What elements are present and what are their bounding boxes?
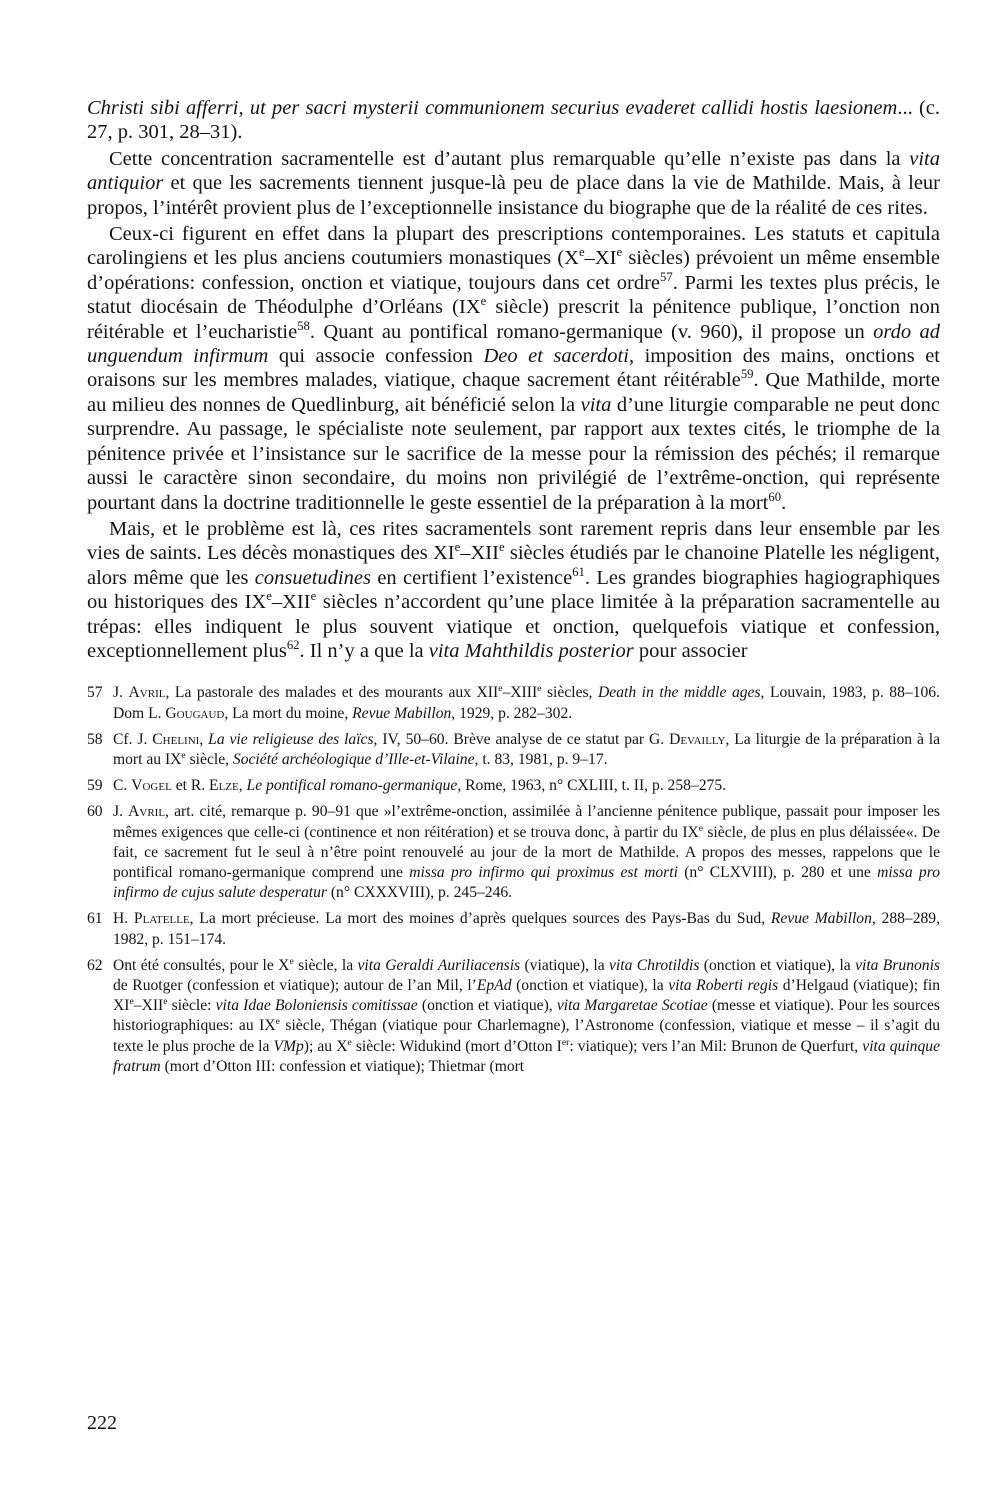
paragraph: Christi sibi afferri, ut per sacri mysterii communionem securius evaderet callidi hostis laesionem... (c. 27, p. 301, 28–31). bbox=[87, 97, 940, 144]
footnote-number: 62 bbox=[87, 956, 103, 974]
paragraph: Ceux-ci figurent en effet dans la plupart des prescriptions contemporaines. Les statuts et capitula carolingiens et les plus anciens coutumiers monastiques (Xe–XIe siècles) prévoient un même ensemble d’opérations: confession, onction et viatique, toujours dans cet ordre$^{57}$. Parmi les textes plus précis, le statut diocésain de Théodulphe d’Orléans (IXe siècle) prescrit la pénitence publique, l’onction non réitérable et l’eucharistie$^{58}$. Quant au pontifical romano-germanique (v. 960), il propose un ordo ad unguendum infirmum qui associe confession Deo et sacerdoti, imposition des mains, onctions et oraisons sur les membres malades, viatique, chaque sacrement étant réitérable$^{59}$. Que Mathilde, morte au milieu des nonnes de Quedlinburg, ait bénéficié selon la vita d’une liturgie comparable ne peut donc surprendre. Au passage, le spécialiste note seulement, par rapport aux textes cités, le triomphe de la pénitence privée et l’insistance sur le sacrifice de la messe pour la rémission des péchés; il remarque aussi le caractère sinon secondaire, du moins non privilégié de l’extrême-onction, qui représente pourtant dans la doctrine traditionnelle le geste essentiel de la préparation à la mort$^{60}$. bbox=[87, 223, 941, 514]
footnote bbox=[87, 683, 940, 723]
footnote-number: 60 bbox=[87, 803, 103, 821]
footnote-text: J. Avril, La pastorale des malades et des mourants aux XIIe–XIIIe siècles, Death in the middle ages, Louvain, 1983, p. 88–106. Dom L. Gougaud, La mort du moine, Revue Mabillon, 1929, p. 282–302. bbox=[113, 683, 940, 722]
footnote bbox=[87, 909, 940, 949]
footnote bbox=[87, 730, 940, 770]
footnote-text: J. Avril, art. cité, remarque p. 90–91 que »l’extrême-onction, assimilée à l’ancienne pénitence publique, passait pour imposer les mêmes exigences que celle-ci (continence et non réitération) et se trouva donc, à partir du IXe siècle, de plus en plus délaissée«. De fait, ce sacrement fut le seul à n’être point renouvelé au jour de la mort de Mathilde. A propos des messes, rappelons que le pontifical romano-germanique comprend une missa pro infirmo qui proximus est morti (n° CLXVIII), p. 280 et une missa pro infirmo de cujus salute desperatur (n° CXXXVIII), p. 245–246. bbox=[113, 803, 940, 902]
footnote bbox=[87, 802, 940, 903]
footnote bbox=[87, 776, 940, 796]
paragraph: Mais, et le problème est là, ces rites sacramentels sont rarement repris dans leur ensemble par les vies de saints. Les décès monastiques des XIe–XIIe siècles étudiés par le chanoine Platelle les négligent, alors même que les consuetudines en certifient l’existence$^{61}$. Les grandes biographies hagiographiques ou historiques des IXe–XIIe siècles n’accordent qu’une place limitée à la préparation sacramentelle au trépas: elles indiquent le plus souvent viatique et onction, quelquefois viatique et confession, exceptionnellement plus$^{62}$. Il n’y a que la vita Mahthildis posterior pour associer bbox=[87, 517, 941, 662]
footnote-text: H. Platelle, La mort précieuse. La mort des moines d’après quelques sources des Pays-Bas du Sud, Revue Mabillon, 288–289, 1982, p. 151–174. bbox=[113, 910, 940, 948]
paragraph: Cette concentration sacramentelle est d’autant plus remarquable qu’elle n’existe pas dans la vita antiquior et que les sacrements tiennent jusque-là peu de place dans la vie de Mathilde. Mais, à leur propos, l’intérêt provient plus de l’exceptionnelle insistance du biographe que de la réalité de ces rites. bbox=[87, 147, 940, 219]
footnote-number: 61 bbox=[87, 910, 103, 928]
footnote bbox=[87, 956, 940, 1077]
footnote-number: 57 bbox=[87, 684, 103, 702]
page-content bbox=[87, 96, 940, 1083]
footnote-text: C. Vogel et R. Elze, Le pontifical romano-germanique, Rome, 1963, n° CXLIII, t. II, p. 258–275. bbox=[113, 777, 727, 795]
footnotes bbox=[87, 683, 940, 1077]
footnote-number: 58 bbox=[87, 730, 103, 748]
body-text bbox=[87, 96, 940, 663]
footnote-text: Cf. J. Chelini, La vie religieuse des laïcs, IV, 50–60. Brève analyse de ce statut par G. Devailly, La liturgie de la préparation à la mort au IXe siècle, Société archéologique d’Ille-et-Vilaine, t. 83, 1981, p. 9–17. bbox=[113, 730, 941, 768]
footnote-number: 59 bbox=[87, 777, 103, 795]
footnote-text: Ont été consultés, pour le Xe siècle, la vita Geraldi Auriliacensis (viatique), la vita Chrotildis (onction et viatique), la vita Brunonis de Ruotger (confession et viatique); autour de l’an Mil, l’EpAd (onction et viatique), la vita Roberti regis d’Helgaud (viatique); fin XIe–XIIe siècle: vita Idae Boloniensis comitissae (onction et viatique), vita Margaretae Scotiae (messe et viatique). Pour les sources historiographiques: au IXe siècle, Thégan (viatique pour Charlemagne), l’Astronome (confession, viatique et messe – il s’agit du texte le plus proche de la VMp); au Xe siècle: Widukind (mort d’Otton Ier: viatique); vers l’an Mil: Brunon de Querfurt, vita quinque fratrum (mort d’Otton III: confession et viatique); Thietmar (mort bbox=[113, 955, 940, 1075]
page-number: 222 bbox=[87, 1412, 117, 1434]
